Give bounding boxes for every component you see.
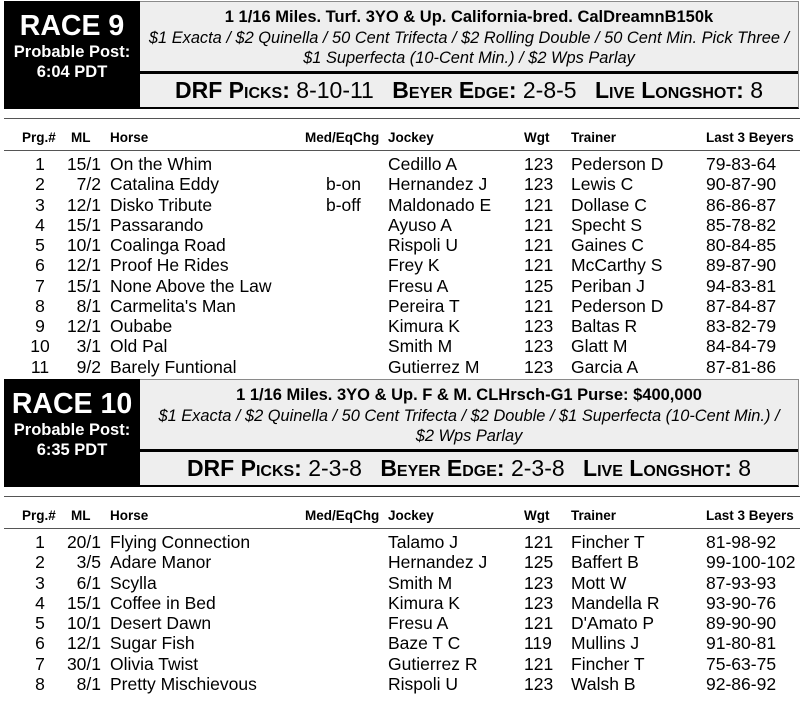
entry-row <box>0 235 800 255</box>
morning-line-odds: 15/1 <box>66 214 101 235</box>
entry-row <box>0 674 800 694</box>
race-number: RACE 9 <box>19 10 125 42</box>
race-tag <box>4 1 140 109</box>
post-time: 6:04 PDT <box>36 63 108 81</box>
jockey-name: Smith M <box>388 572 453 593</box>
last-3-beyers: 86-86-87 <box>706 194 777 215</box>
entry-row <box>0 316 800 336</box>
morning-line-odds: 12/1 <box>66 255 101 276</box>
trainer-name: Mott W <box>571 572 627 593</box>
last-3-beyers: 84-84-79 <box>706 336 777 357</box>
wager-line: $1 Superfecta (10-Cent Min.) / $2 Wps Parlay <box>303 48 635 67</box>
jockey-name: Maldonado E <box>388 194 492 215</box>
column-header-beyers: Last 3 Beyers <box>706 508 794 523</box>
morning-line-odds: 10/1 <box>66 235 101 255</box>
horse-name: Adare Manor <box>110 552 212 573</box>
jockey-name: Gutierrez R <box>388 653 478 674</box>
probable-post-label: Probable Post: <box>13 43 131 61</box>
trainer-name: Mullins J <box>571 633 640 654</box>
race-description <box>140 2 798 71</box>
horse-name: Barely Funtional <box>110 356 237 377</box>
last-3-beyers: 94-83-81 <box>706 275 777 296</box>
program-number: 1 <box>35 532 45 552</box>
program-number: 6 <box>35 633 45 654</box>
last-3-beyers: 92-86-92 <box>706 673 777 694</box>
live-longshot <box>595 77 763 103</box>
horse-name: Scylla <box>110 572 157 593</box>
drf-picks-value: 8-10-11 <box>296 77 374 103</box>
wager-line: $2 Wps Parlay <box>415 426 523 445</box>
jockey-name: Kimura K <box>388 592 460 613</box>
morning-line-odds: 6/1 <box>76 572 101 593</box>
trainer-name: Pederson D <box>571 154 664 174</box>
jockey-name: Hernandez J <box>388 174 488 195</box>
live-longshot-value: 8 <box>750 77 763 103</box>
picks-bar <box>140 74 798 107</box>
beyer-edge-label: Beyer Edge: <box>392 77 517 103</box>
race-tag <box>4 379 140 487</box>
trainer-name: Fincher T <box>571 653 645 674</box>
last-3-beyers: 89-87-90 <box>706 255 777 276</box>
horse-name: Old Pal <box>110 336 168 357</box>
trainer-name: Glatt M <box>571 336 628 357</box>
horse-name: Oubabe <box>110 316 173 336</box>
program-number: 5 <box>35 613 45 633</box>
jockey-name: Cedillo A <box>388 154 458 174</box>
column-header-beyers: Last 3 Beyers <box>706 130 794 145</box>
column-header-ml: ML <box>71 508 91 523</box>
trainer-name: Pederson D <box>571 295 664 316</box>
last-3-beyers: 87-81-86 <box>706 356 777 377</box>
weight: 121 <box>524 194 554 215</box>
last-3-beyers: 90-87-90 <box>706 174 777 195</box>
race-conditions: 1 1/16 Miles. Turf. 3YO & Up. California-bred. CalDreamnB150k <box>224 8 714 26</box>
column-header-row <box>0 129 800 146</box>
program-number: 8 <box>35 295 45 316</box>
weight: 121 <box>524 214 554 235</box>
weight: 123 <box>524 154 554 174</box>
entry-row <box>0 532 800 552</box>
trainer-name: McCarthy S <box>571 255 663 276</box>
morning-line-odds: 20/1 <box>66 532 101 552</box>
race-info-box <box>140 379 799 487</box>
last-3-beyers: 89-90-90 <box>706 613 777 633</box>
entry-row <box>0 154 800 174</box>
entry-row <box>0 593 800 613</box>
program-number: 2 <box>35 174 45 195</box>
race-description <box>140 380 798 449</box>
trainer-name: Baltas R <box>571 316 638 336</box>
weight: 123 <box>524 174 554 195</box>
horse-name: Olivia Twist <box>110 653 199 674</box>
column-header-jockey: Jockey <box>388 130 434 145</box>
column-header-horse: Horse <box>110 508 149 523</box>
weight: 123 <box>524 592 554 613</box>
last-3-beyers: 87-93-93 <box>706 572 777 593</box>
race-number: RACE 10 <box>11 388 133 420</box>
program-number: 4 <box>35 214 45 235</box>
wager-line: $1 Exacta / $2 Quinella / 50 Cent Trifecta / $2 Double / $1 Superfecta (10-Cent Min.) / <box>158 407 780 425</box>
program-number: 3 <box>35 194 45 215</box>
jockey-name: Ayuso A <box>388 214 452 235</box>
entries-table <box>0 532 800 694</box>
morning-line-odds: 3/5 <box>76 552 101 573</box>
weight: 121 <box>524 613 554 633</box>
morning-line-odds: 10/1 <box>66 613 101 633</box>
last-3-beyers: 83-82-79 <box>706 316 777 336</box>
morning-line-odds: 8/1 <box>76 673 101 694</box>
program-number: 7 <box>35 653 45 674</box>
morning-line-odds: 7/2 <box>76 174 101 195</box>
entry-row <box>0 255 800 275</box>
drf-picks-value: 2-3-8 <box>308 455 362 481</box>
entry-row <box>0 276 800 296</box>
entry-row <box>0 633 800 653</box>
beyer-edge-value: 2-8-5 <box>522 77 577 103</box>
program-number: 3 <box>35 572 45 593</box>
last-3-beyers: 75-63-75 <box>706 653 777 674</box>
horse-name: Passarando <box>110 214 204 235</box>
trainer-name: Lewis C <box>571 174 634 195</box>
morning-line-odds: 12/1 <box>66 633 101 654</box>
jockey-name: Baze T C <box>388 633 461 654</box>
jockey-name: Gutierrez M <box>388 356 480 377</box>
jockey-name: Pereira T <box>388 295 460 316</box>
jockey-name: Rispoli U <box>388 673 459 694</box>
column-header-med: Med/EqChg <box>305 508 380 523</box>
trainer-name: Baffert B <box>571 552 639 573</box>
column-header-program: Prg.# <box>22 508 56 523</box>
jockey-name: Frey K <box>388 255 440 276</box>
column-header-weight: Wgt <box>524 508 550 523</box>
entry-row <box>0 296 800 316</box>
drf-picks <box>175 77 374 103</box>
race-header <box>4 379 799 487</box>
column-header-weight: Wgt <box>524 130 550 145</box>
last-3-beyers: 80-84-85 <box>706 235 777 255</box>
drf-picks-label: DRF Picks: <box>186 455 302 481</box>
trainer-name: Walsh B <box>571 673 636 694</box>
med-eqchg: b-on <box>326 174 362 195</box>
divider <box>4 118 800 119</box>
program-number: 9 <box>35 316 45 336</box>
live-longshot <box>583 455 751 481</box>
jockey-name: Hernandez J <box>388 552 488 573</box>
beyer-edge-label: Beyer Edge: <box>380 455 505 481</box>
trainer-name: Fincher T <box>571 532 645 552</box>
weight: 123 <box>524 356 554 377</box>
picks-bar <box>140 452 798 485</box>
column-header-horse: Horse <box>110 130 149 145</box>
program-number: 7 <box>35 275 45 296</box>
horse-name: Proof He Rides <box>110 255 229 276</box>
weight: 123 <box>524 336 554 357</box>
entry-row <box>0 552 800 572</box>
live-longshot-value: 8 <box>738 455 752 481</box>
horse-name: Desert Dawn <box>110 613 212 633</box>
weight: 121 <box>524 235 554 255</box>
entry-row <box>0 215 800 235</box>
beyer-edge <box>380 455 564 481</box>
column-header-jockey: Jockey <box>388 508 434 523</box>
weight: 121 <box>524 653 554 674</box>
entry-row <box>0 174 800 194</box>
med-eqchg: b-off <box>326 194 361 215</box>
trainer-name: D'Amato P <box>571 613 655 633</box>
race-header <box>4 1 799 109</box>
trainer-name: Dollase C <box>571 194 647 215</box>
horse-name: Sugar Fish <box>110 633 195 654</box>
program-number: 6 <box>35 255 45 276</box>
last-3-beyers: 81-98-92 <box>706 532 777 552</box>
program-number: 8 <box>35 673 45 694</box>
weight: 123 <box>524 316 554 336</box>
column-header-med: Med/EqChg <box>305 130 380 145</box>
program-number: 4 <box>35 592 45 613</box>
morning-line-odds: 30/1 <box>66 653 101 674</box>
horse-name: Flying Connection <box>110 532 251 552</box>
horse-name: None Above the Law <box>110 275 272 296</box>
last-3-beyers: 93-90-76 <box>706 592 777 613</box>
trainer-name: Periban J <box>571 275 645 296</box>
probable-post-label: Probable Post: <box>13 421 131 439</box>
entry-row <box>0 357 800 377</box>
trainer-name: Garcia A <box>571 356 639 377</box>
trainer-name: Mandella R <box>571 592 660 613</box>
horse-name: Coalinga Road <box>110 235 226 255</box>
drf-picks <box>187 455 362 481</box>
entries-table <box>0 154 800 377</box>
horse-name: Pretty Mischievous <box>110 673 257 694</box>
live-longshot-label: Live Longshot: <box>583 455 732 481</box>
horse-name: Disko Tribute <box>110 194 213 215</box>
last-3-beyers: 87-84-87 <box>706 295 777 316</box>
horse-name: Carmelita's Man <box>110 295 236 316</box>
morning-line-odds: 15/1 <box>66 275 101 296</box>
jockey-name: Fresu A <box>388 275 449 296</box>
race-conditions: 1 1/16 Miles. 3YO & Up. F & M. CLHrsch-G1 Purse: $400,000 <box>236 386 702 404</box>
beyer-edge <box>392 77 576 103</box>
divider <box>4 150 800 151</box>
morning-line-odds: 8/1 <box>76 295 101 316</box>
divider <box>4 496 800 497</box>
jockey-name: Talamo J <box>388 532 459 552</box>
jockey-name: Rispoli U <box>388 235 459 255</box>
morning-line-odds: 3/1 <box>76 336 101 357</box>
weight: 121 <box>524 255 554 276</box>
morning-line-odds: 15/1 <box>66 154 101 174</box>
weight: 123 <box>524 572 554 593</box>
morning-line-odds: 9/2 <box>76 356 101 377</box>
weight: 123 <box>524 673 554 694</box>
horse-name: On the Whim <box>110 154 213 174</box>
weight: 125 <box>524 275 554 296</box>
entry-row <box>0 336 800 356</box>
column-header-program: Prg.# <box>22 130 56 145</box>
trainer-name: Gaines C <box>571 235 644 255</box>
entry-row <box>0 573 800 593</box>
weight: 125 <box>524 552 554 573</box>
weight: 121 <box>524 295 554 316</box>
divider <box>4 528 800 529</box>
entry-row <box>0 195 800 215</box>
live-longshot-label: Live Longshot: <box>594 77 744 103</box>
jockey-name: Fresu A <box>388 613 449 633</box>
program-number: 10 <box>30 336 50 357</box>
drf-picks-label: DRF Picks: <box>175 77 290 103</box>
jockey-name: Kimura K <box>388 316 460 336</box>
program-number: 11 <box>30 356 50 377</box>
trainer-name: Specht S <box>571 214 643 235</box>
post-time: 6:35 PDT <box>36 441 108 459</box>
last-3-beyers: 91-80-81 <box>706 633 777 654</box>
column-header-trainer: Trainer <box>571 508 617 523</box>
jockey-name: Smith M <box>388 336 453 357</box>
column-header-row <box>0 507 800 524</box>
last-3-beyers: 79-83-64 <box>706 154 777 174</box>
column-header-trainer: Trainer <box>571 130 617 145</box>
weight: 121 <box>524 532 554 552</box>
horse-name: Coffee in Bed <box>110 592 216 613</box>
beyer-edge-value: 2-3-8 <box>510 455 565 481</box>
morning-line-odds: 12/1 <box>66 194 101 215</box>
race-info-box <box>140 1 799 109</box>
program-number: 5 <box>35 235 45 255</box>
last-3-beyers: 85-78-82 <box>706 214 777 235</box>
entry-row <box>0 654 800 674</box>
entry-row <box>0 613 800 633</box>
morning-line-odds: 15/1 <box>66 592 101 613</box>
weight: 119 <box>524 633 552 654</box>
wager-line: $1 Exacta / $2 Quinella / 50 Cent Trifecta / $2 Rolling Double / 50 Cent Min. Pick Three / <box>148 29 790 47</box>
morning-line-odds: 12/1 <box>66 316 101 336</box>
horse-name: Catalina Eddy <box>110 174 219 195</box>
column-header-ml: ML <box>71 130 91 145</box>
program-number: 2 <box>35 552 45 573</box>
last-3-beyers: 99-100-102 <box>706 552 796 573</box>
program-number: 1 <box>35 154 45 174</box>
